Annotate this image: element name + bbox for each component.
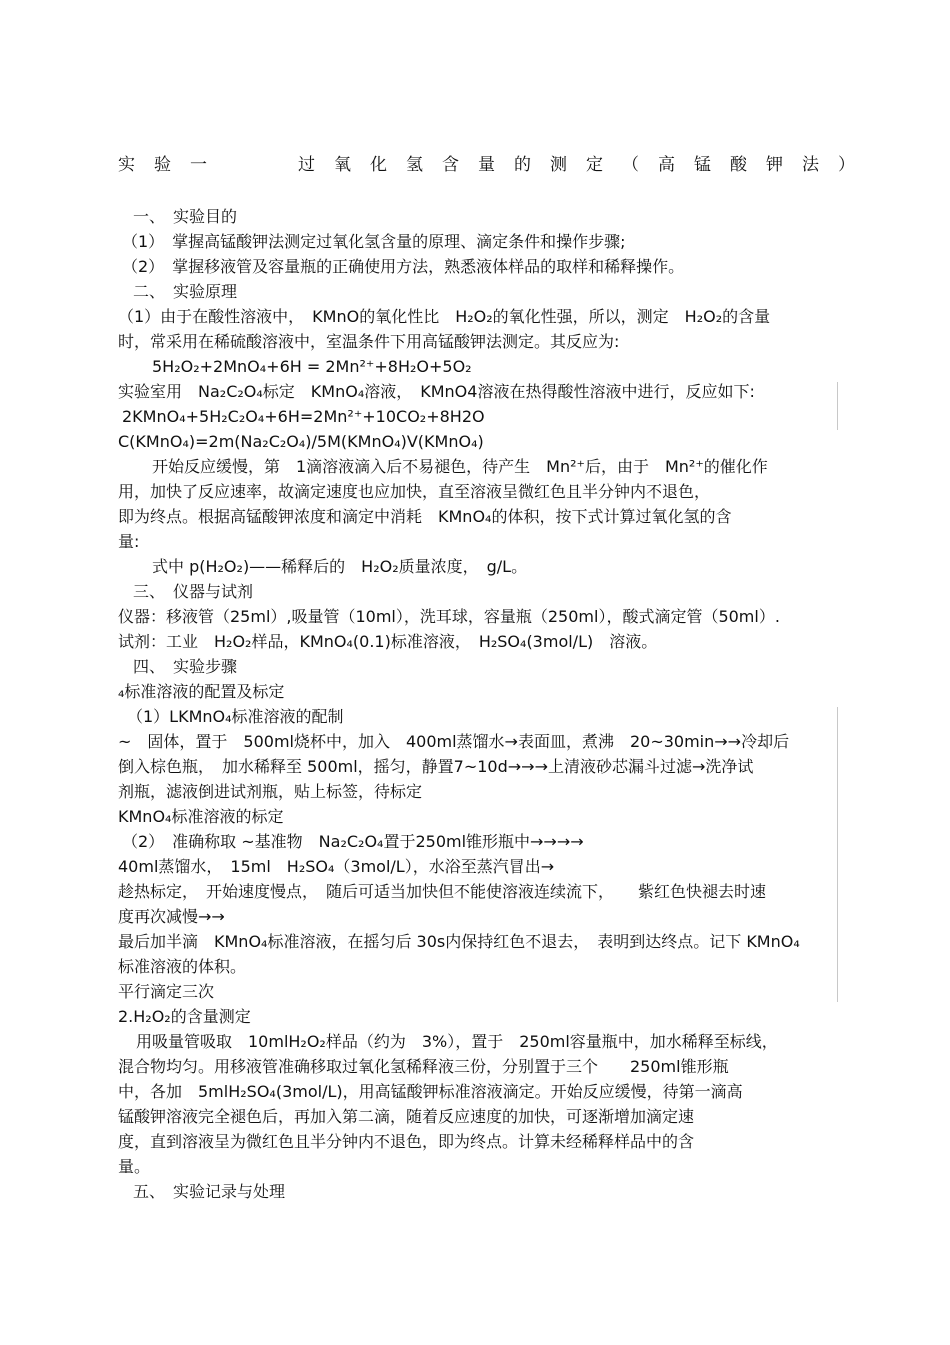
margin-rule	[837, 382, 838, 430]
procedure-paragraph-line: 混合物均匀。用移液管准确移取过氧化氢稀释液三份，分别置于三个 250ml锥形瓶	[118, 1057, 729, 1076]
principle-paragraph-line: 时，常采用在稀硫酸溶液中，室温条件下用高锰酸钾法测定。其反应为:	[118, 332, 620, 351]
section-heading-procedure: 四、 实验步骤	[133, 657, 238, 676]
principle-paragraph-line: 量:	[118, 532, 140, 551]
procedure-paragraph-line: 度，直到溶液呈为微红色且半分钟内不退色，即为终点。计算未经稀释样品中的含	[118, 1132, 695, 1151]
section-heading-records: 五、 实验记录与处理	[133, 1182, 286, 1201]
principle-paragraph-line: 用，加快了反应速率，故滴定速度也应加快，直至溶液呈微红色且半分钟内不退色，	[118, 482, 711, 501]
procedure-paragraph-line: 锰酸钾溶液完全褪色后，再加入第二滴，随着反应速度的加快，可逐渐增加滴定速	[118, 1107, 695, 1126]
procedure-paragraph-line: 度再次减慢→→	[118, 907, 225, 926]
procedure-paragraph-line: 平行滴定三次	[118, 982, 215, 1001]
reaction-equation-1: 5H₂O₂+2MnO₄+6H = 2Mn²⁺+8H₂O+5O₂	[152, 357, 472, 376]
section-heading-apparatus: 三、 仪器与试剂	[133, 582, 254, 601]
apparatus-list: 仪器：移液管（25ml）,吸量管（10ml），洗耳球，容量瓶（250ml），酸式滴定管（50ml）.	[118, 607, 780, 626]
reaction-equation-2: 2KMnO₄+5H₂C₂O₄+6H=2Mn²⁺+10CO₂+8H2O	[122, 407, 485, 426]
procedure-paragraph-line: （2） 准确称取 ~基准物 Na₂C₂O₄置于250ml锥形瓶中→→→→	[122, 832, 584, 851]
document-title: 实验一 过氧化氢含量的测定（高锰酸钾法）	[118, 155, 874, 175]
reagent-list: 试剂：工业 H₂O₂样品，KMnO₄(0.1)标准溶液， H₂SO₄(3mol/L) 溶液。	[118, 632, 658, 651]
concentration-formula: C(KMnO₄)=2m(Na₂C₂O₄)/5M(KMnO₄)V(KMnO₄)	[118, 432, 484, 451]
procedure-step-heading: （1）LKMnO₄标准溶液的配制	[127, 707, 344, 726]
procedure-paragraph-line: 量。	[118, 1157, 151, 1176]
principle-paragraph-line: （1）由于在酸性溶液中， KMnO的氧化性比 H₂O₂的氧化性强，所以，测定 H₂O₂的含量	[118, 307, 771, 326]
subsection-heading: ₄标准溶液的配置及标定	[118, 682, 285, 701]
procedure-paragraph-line: 标准溶液的体积。	[118, 957, 247, 976]
section-heading-principle: 二、 实验原理	[133, 282, 238, 301]
procedure-paragraph-line: 趁热标定， 开始速度慢点， 随后可适当加快但不能使溶液连续流下， 紫红色快褪去时速	[118, 882, 767, 901]
procedure-paragraph-line: 倒入棕色瓶， 加水稀释至 500ml，摇匀，静置7~10d→→→上清液砂芯漏斗过滤→洗净试	[118, 757, 754, 776]
procedure-step-heading: KMnO₄标准溶液的标定	[118, 807, 284, 826]
margin-rule	[837, 707, 838, 1002]
purpose-item-2: （2） 掌握移液管及容量瓶的正确使用方法，熟悉液体样品的取样和稀释操作。	[122, 257, 685, 276]
principle-paragraph-line: 开始反应缓慢，第 1滴溶液滴入后不易褪色，待产生 Mn²⁺后，由于 Mn²⁺的催化作	[152, 457, 768, 476]
purpose-item-1: （1） 掌握高锰酸钾法测定过氧化氢含量的原理、滴定条件和操作步骤;	[122, 232, 626, 251]
procedure-paragraph-line: 用吸量管吸取 10mlH₂O₂样品（约为 3%），置于 250ml容量瓶中，加水稀释至标线，	[136, 1032, 778, 1051]
procedure-paragraph-line: ~ 固体，置于 500ml烧杯中，加入 400ml蒸馏水→表面皿，煮沸 20~30min→→冷却后	[118, 732, 790, 751]
procedure-paragraph-line: 中，各加 5mlH₂SO₄(3mol/L)，用高锰酸钾标准溶液滴定。开始反应缓慢，待第一滴高	[118, 1082, 743, 1101]
subsection-heading: 2.H₂O₂的含量测定	[118, 1007, 251, 1026]
formula-note: 式中 p(H₂O₂)——稀释后的 H₂O₂质量浓度， g/L。	[152, 557, 528, 576]
principle-paragraph-line: 实验室用 Na₂C₂O₄标定 KMnO₄溶液， KMnO4溶液在热得酸性溶液中进行，反应如下:	[118, 382, 755, 401]
procedure-paragraph-line: 剂瓶，滤液倒进试剂瓶，贴上标签，待标定	[118, 782, 423, 801]
principle-paragraph-line: 即为终点。根据高锰酸钾浓度和滴定中消耗 KMnO₄的体积，按下式计算过氧化氢的含	[118, 507, 732, 526]
procedure-paragraph-line: 40ml蒸馏水， 15ml H₂SO₄（3mol/L），水浴至蒸汽冒出→	[118, 857, 555, 876]
procedure-paragraph-line: 最后加半滴 KMnO₄标准溶液，在摇匀后 30s内保持红色不退去， 表明到达终点。记下 KMnO₄	[118, 932, 800, 951]
section-heading-purpose: 一、 实验目的	[133, 207, 238, 226]
